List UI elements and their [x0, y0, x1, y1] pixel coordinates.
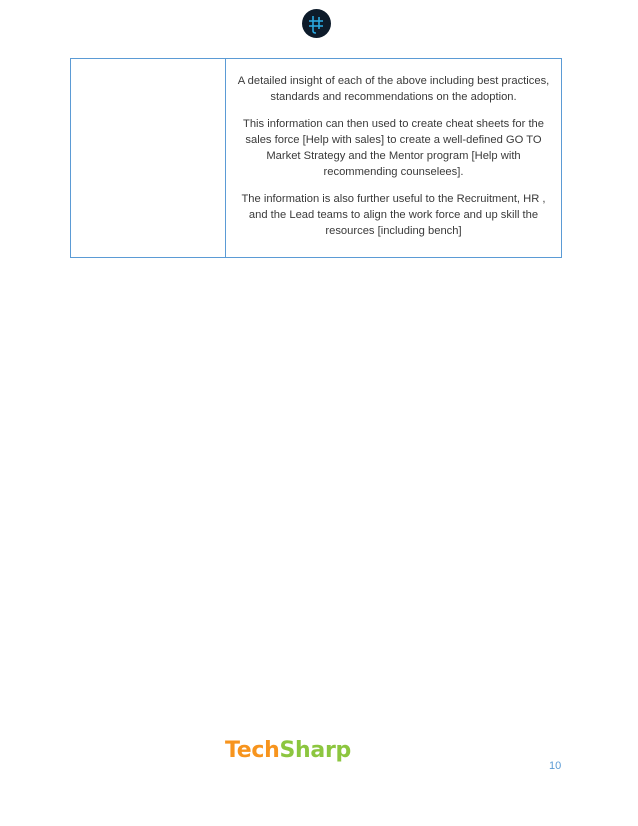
paragraph-cheat-sheets: This information can then used to create cheat sheets for the sales force [Help with sales] to create a well-defined GO TO Market Strategy and the Mentor program [Help with recommending counselees].: [243, 118, 544, 178]
table-cell-empty: [71, 59, 226, 257]
brand-sharp: Sharp: [279, 738, 351, 763]
techsharp-logo-icon: [302, 9, 331, 38]
table-cell-description: [226, 59, 561, 257]
brand-logo-text: [225, 738, 351, 763]
paragraph-insight: A detailed insight of each of the above including best practices, standards and recommendations on the adoption.: [237, 75, 550, 103]
page-number: 10: [549, 760, 562, 772]
brand-tech: Tech: [225, 738, 280, 763]
content-table: [70, 58, 562, 258]
paragraph-recruitment: The information is also further useful to the Recruitment, HR , and the Lead teams to align the work force and up skill the resources [including bench]: [241, 193, 546, 237]
